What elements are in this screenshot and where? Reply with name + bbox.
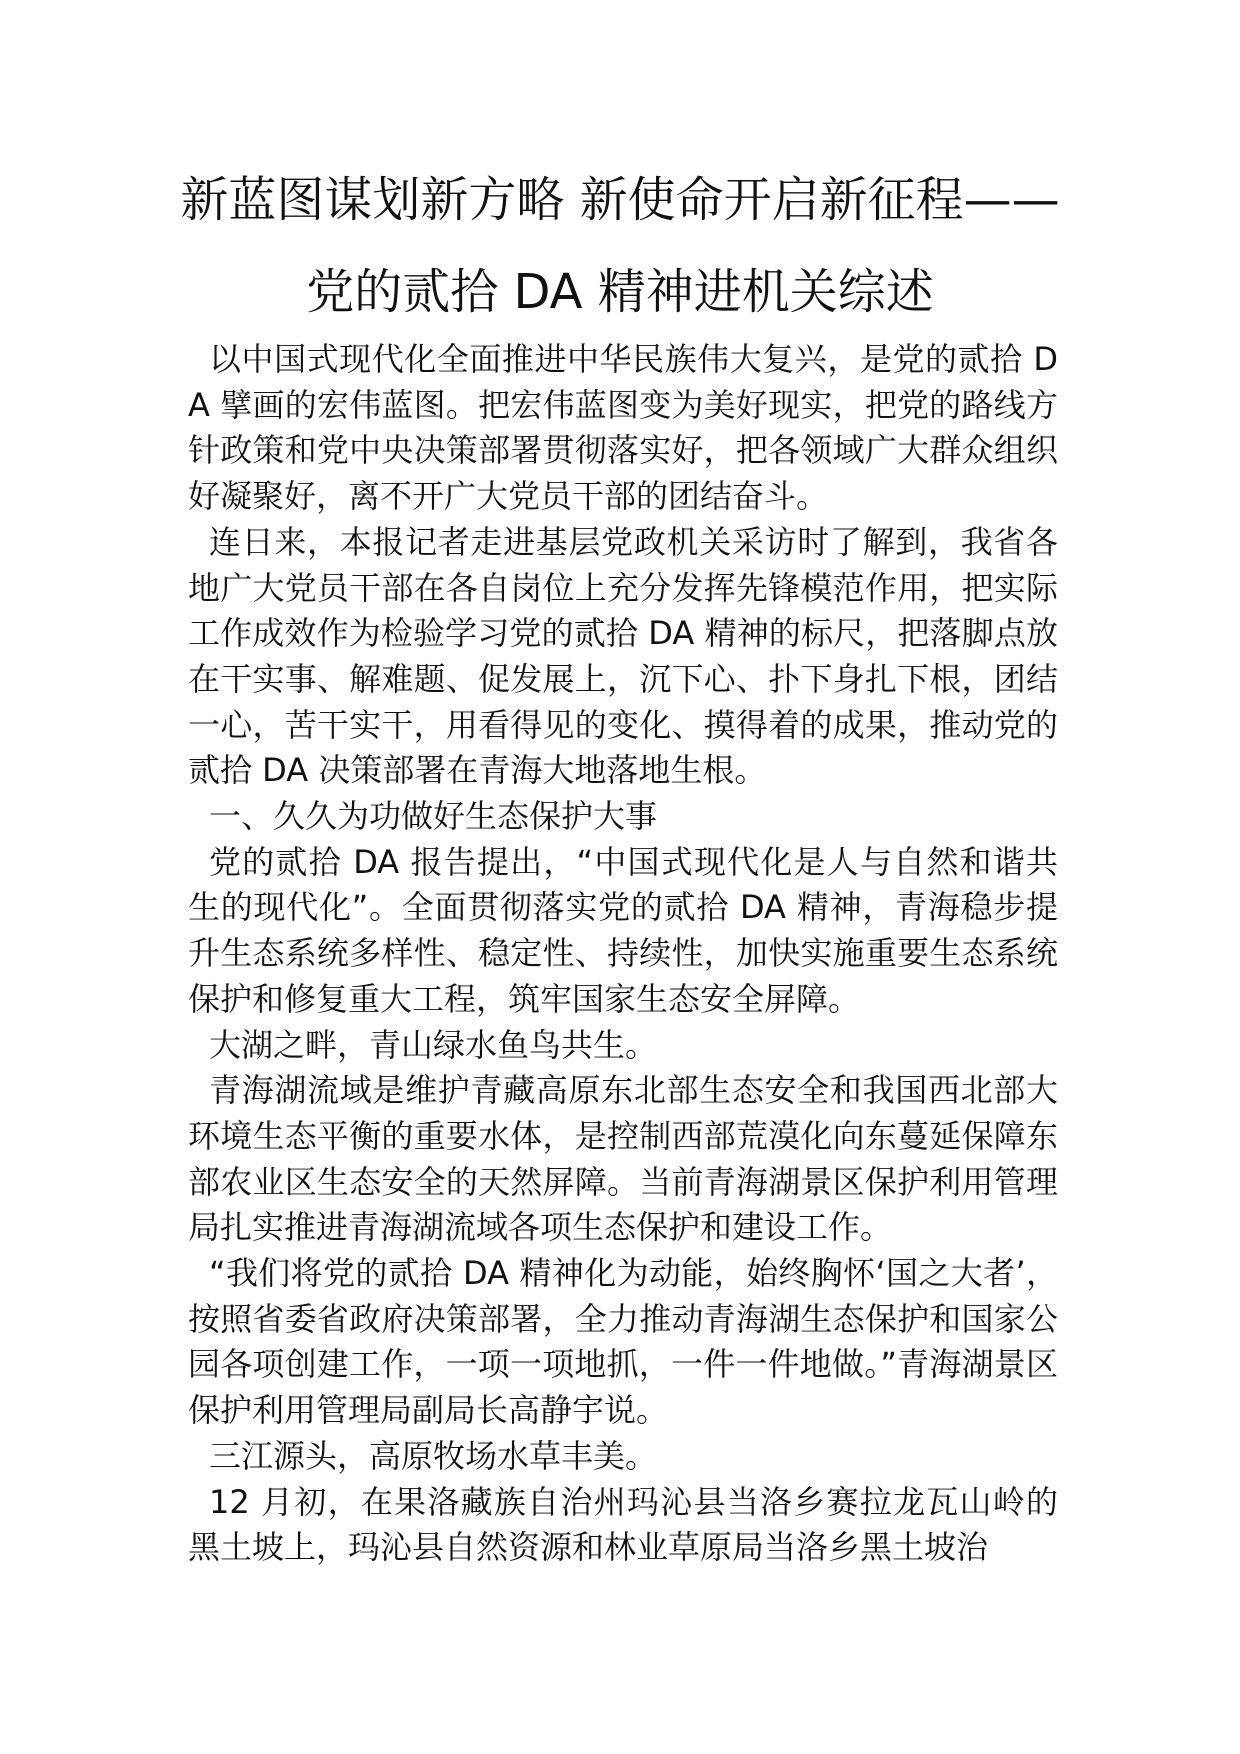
paragraph-report-quote: 党的贰拾 DA 报告提出，“中国式现代化是人与自然和谐共生的现代化”。全面贯彻落实党的贰拾 DA 精神，青海稳步提升生态系统多样性、稳定性、持续性，加快实施重要生态系统保护和修复重大工程，筑牢国家生态安全屏障。 bbox=[188, 842, 1058, 1018]
document-body bbox=[188, 337, 1058, 1571]
document-title-line-2: 党的贰拾 DA 精神进机关综述 bbox=[306, 264, 934, 320]
paragraph-intro: 以中国式现代化全面推进中华民族伟大复兴，是党的贰拾 DA 擘画的宏伟蓝图。把宏伟蓝图变为美好现实，把党的路线方针政策和党中央决策部署贯彻落实好，把各领域广大群众组织好凝聚好，离不开广大党员干部的团结奋斗。 bbox=[188, 340, 1058, 516]
paragraph-official-quote: “我们将党的贰拾 DA 精神化为动能，始终胸怀‘国之大者’，按照省委省政府决策部署，全力推动青海湖生态保护和国家公园各项创建工作，一项一项地抓，一件一件地做。”青海湖景区保护利用管理局副局长高静宇说。 bbox=[188, 1254, 1058, 1430]
paragraph-lake-intro: 大湖之畔，青山绿水鱼鸟共生。 bbox=[209, 1025, 658, 1064]
section-heading-1: 一、久久为功做好生态保护大事 bbox=[209, 797, 658, 836]
document-title-line-1: 新蓝图谋划新方略 新使命开启新征程—— bbox=[180, 172, 1060, 228]
paragraph-qinghai-lake: 青海湖流域是维护青藏高原东北部生态安全和我国西北部大环境生态平衡的重要水体，是控制西部荒漠化向东蔓延保障东部农业区生态安全的天然屏障。当前青海湖景区保护利用管理局扎实推进青海湖流域各项生态保护和建设工作。 bbox=[188, 1071, 1058, 1247]
paragraph-reporting: 连日来，本报记者走进基层党政机关采访时了解到，我省各地广大党员干部在各自岗位上充分发挥先锋模范作用，把实际工作成效作为检验学习党的贰拾 DA 精神的标尺，把落脚点放在干实事、解难题、促发展上，沉下心、扑下身扎下根，团结一心，苦干实干，用看得见的变化、摸得着的成果，推动党的贰拾 DA 决策部署在青海大地落地生根。 bbox=[188, 522, 1058, 790]
paragraph-december: 12 月初，在果洛藏族自治州玛沁县当洛乡赛拉龙瓦山岭的黑土坡上，玛沁县自然资源和林业草原局当洛乡黑土坡治 bbox=[188, 1482, 1058, 1567]
paragraph-sanjiangyuan-intro: 三江源头，高原牧场水草丰美。 bbox=[209, 1436, 658, 1475]
